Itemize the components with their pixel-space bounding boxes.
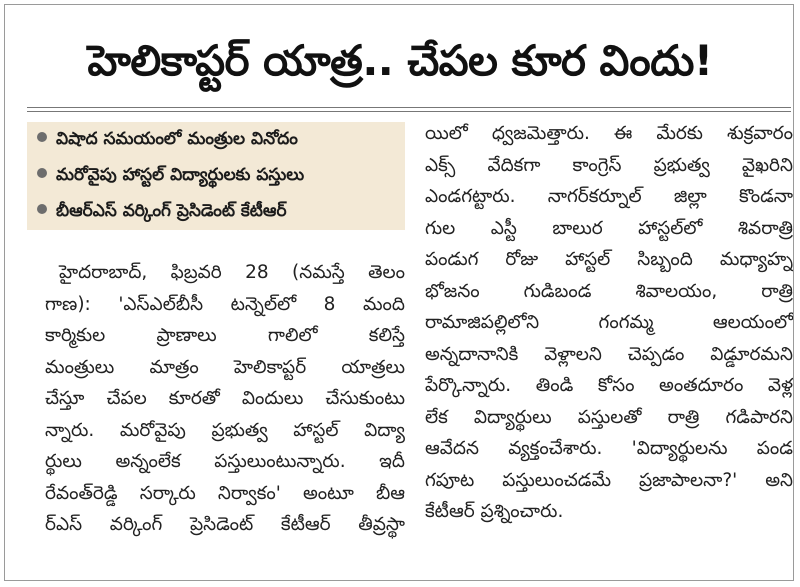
headline: హెలికాప్టర్ యాత్ర.. చేపల కూర విందు!	[87, 36, 713, 85]
bullet-icon	[37, 204, 47, 214]
body-line: మంత్రులు మాత్రం హెలికాప్టర్ యాత్రలు	[45, 356, 405, 378]
body-line: కేటీఆర్ ప్రశ్నించారు.	[425, 501, 564, 522]
highlight-text: మరోవైపు హాస్టల్ విద్యార్థులకు పస్తులు	[56, 165, 305, 185]
headline-rule-bottom	[27, 111, 791, 112]
body-line: ర్ఎస్ వర్కింగ్ ప్రెసిడెంట్ కేటీఆర్ తీవ్రస్థా	[45, 514, 405, 535]
body-line: ఆవేదన వ్యక్తంచేశారు. 'విద్యార్థులను పండ	[425, 438, 793, 459]
highlight-text: బీఆర్ఎస్ వర్కింగ్ ప్రెసిడెంట్ కేటీఆర్	[56, 201, 287, 221]
body-line: యిలో ధ్వజమెత్తారు. ఈ మేరకు శుక్రవారం	[425, 123, 793, 144]
body-line: గాణ): 'ఎస్ఎల్‌బీసీ టన్నెల్‌లో 8 మంది	[45, 293, 405, 315]
news-clipping	[4, 4, 794, 581]
headline-rule-top	[27, 107, 791, 108]
highlight-item	[37, 198, 287, 224]
body-line: లేక విద్యార్థులు పస్తులతో రాత్రి గడిపారని	[425, 406, 793, 428]
article-column-left	[45, 257, 405, 541]
body-line: పేర్కొన్నారు. తిండి కోసం అంతదూరం వెళ్ల	[425, 375, 793, 396]
body-line: అన్నదానానికి వెళ్లాలని చెప్పడం విడ్డూరమని	[425, 343, 793, 365]
highlight-item	[37, 162, 304, 188]
body-line: న్నారు. మరోవైపు ప్రభుత్వ హాస్టల్ విద్యా	[45, 419, 405, 441]
highlights-box	[27, 122, 405, 230]
bullet-icon	[37, 168, 47, 178]
body-line: ఎక్స్ వేదికగా కాంగ్రెస్ ప్రభుత్వ వైఖరిని	[425, 154, 793, 176]
body-line: ర్థులు అన్నంలేక పస్తులుంటున్నారు. ఇదీ	[45, 451, 405, 472]
bullet-icon	[37, 132, 47, 142]
body-line: రేవంత్‌రెడ్డి సర్కారు నిర్వాకం' అంటూ బీఆ	[45, 482, 405, 504]
highlight-text: విషాద సమయంలో మంత్రుల వినోదం	[56, 129, 298, 149]
body-line: రామాజిపల్లిలోని గంగమ్మ ఆలయంలో	[425, 312, 793, 333]
highlight-item	[37, 126, 298, 152]
body-line: కార్మికుల ప్రాణాలు గాలిలో కలిస్తే	[45, 325, 405, 346]
body-line: పండుగ రోజు హాస్టల్ సిబ్బంది మధ్యాహ్న	[425, 249, 793, 270]
body-line: ఎండగట్టారు. నాగర్‌కర్నూల్ జిల్లా కొండనా	[425, 186, 793, 207]
article-column-right	[425, 118, 793, 528]
body-line: గుల ఎస్టీ బాలుర హాస్టల్‌లో శివరాత్రి	[425, 217, 793, 239]
body-line: చేస్తూ చేపల కూరతో విందులు చేసుకుంటు	[45, 388, 405, 409]
body-line: భోజనం గుడిబండ శివాలయం, రాత్రి	[425, 280, 793, 302]
body-line: హైదరాబాద్, ఫిబ్రవరి 28 (నమస్తే తెలం	[59, 262, 405, 283]
body-line: గపూట పస్తులుంచడమే ప్రజాపాలనా?' అని	[425, 469, 793, 491]
